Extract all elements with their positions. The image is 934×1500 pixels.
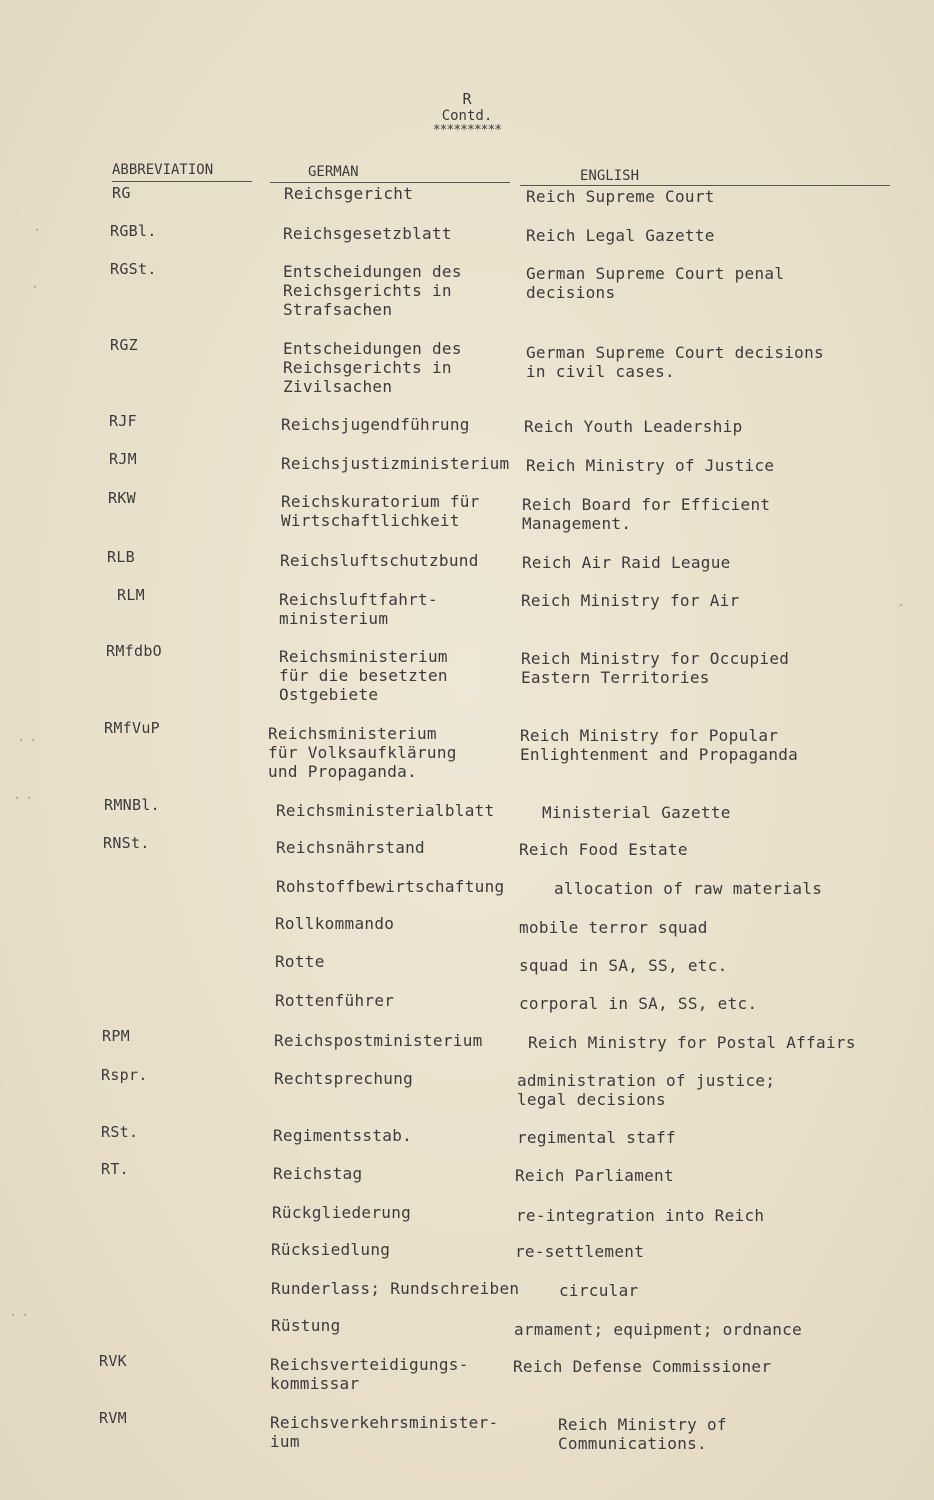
entry-german: Reichskuratorium für Wirtschaftlichkeit	[281, 492, 480, 530]
entry-english: Reich Parliament	[515, 1166, 674, 1185]
margin-speck: ·	[34, 225, 41, 236]
entry-german: Reichsjustizministerium	[281, 454, 510, 473]
entry-english: Reich Ministry for Air	[521, 591, 740, 610]
entry-english: allocation of raw materials	[554, 879, 823, 898]
entry-english: Reich Youth Leadership	[524, 417, 743, 436]
entry-abbreviation: RGSt.	[110, 260, 157, 278]
entry-english: Reich Board for Efficient Management.	[522, 495, 771, 533]
entry-german: Entscheidungen des Reichsgerichts in Strafsachen	[283, 262, 462, 319]
entry-english: Reich Ministry of Justice	[526, 456, 775, 475]
entry-abbreviation: RVK	[99, 1352, 127, 1370]
entry-german: Reichsverteidigungs- kommissar	[270, 1355, 469, 1393]
entry-abbreviation: RGZ	[110, 336, 138, 354]
entry-german: Rechtsprechung	[274, 1069, 414, 1088]
column-header-abbreviation: ABBREVIATION	[112, 162, 214, 178]
margin-speck: ·	[32, 282, 39, 293]
entry-english: German Supreme Court penal decisions	[526, 264, 785, 302]
entry-german: Reichsministerium für Volksaufklärung und Propaganda.	[268, 724, 457, 781]
header-underline-german	[270, 182, 510, 183]
entry-german: Reichsgesetzblatt	[283, 224, 452, 243]
entry-abbreviation: RLB	[107, 548, 135, 566]
entry-english: re-integration into Reich	[516, 1206, 765, 1225]
margin-speck: · ·	[10, 1310, 29, 1321]
entry-english: circular	[559, 1281, 639, 1300]
entry-german: Rückgliederung	[272, 1203, 412, 1222]
margin-speck: -	[898, 600, 905, 611]
entry-english: Reich Food Estate	[519, 840, 688, 859]
header-underline-english	[520, 185, 890, 186]
entry-abbreviation: RJM	[109, 450, 137, 468]
entry-abbreviation: RGBl.	[110, 222, 157, 240]
entry-german: Reichsnährstand	[276, 838, 425, 857]
star-divider: **********	[432, 123, 502, 138]
column-header-german: GERMAN	[308, 164, 359, 180]
entry-german: Reichsjugendführung	[281, 415, 470, 434]
margin-speck: · ·	[14, 793, 33, 804]
entry-english: Reich Ministry for Popular Enlightenment and Propaganda	[520, 726, 799, 764]
entry-abbreviation: RKW	[108, 489, 136, 507]
entry-abbreviation: RMfVuP	[104, 719, 160, 737]
entry-abbreviation: RT.	[101, 1160, 129, 1178]
entry-english: re-settlement	[515, 1242, 645, 1261]
entry-german: Reichsministerium für die besetzten Ostgebiete	[279, 647, 448, 704]
section-letter: R	[462, 90, 472, 108]
entry-german: Reichsministerialblatt	[276, 801, 495, 820]
entry-german: Rollkommando	[275, 914, 395, 933]
entry-english: regimental staff	[517, 1128, 676, 1147]
entry-abbreviation: RLM	[117, 586, 145, 604]
entry-english: Reich Defense Commissioner	[513, 1357, 772, 1376]
entry-abbreviation: RNSt.	[103, 834, 150, 852]
entry-english: Reich Supreme Court	[526, 187, 715, 206]
entry-german: Rotte	[275, 952, 325, 971]
entry-german: Reichsgericht	[284, 184, 414, 203]
entry-german: Entscheidungen des Reichsgerichts in Zivilsachen	[283, 339, 462, 396]
entry-german: Reichsluftfahrt- ministerium	[279, 590, 438, 628]
entry-english: Ministerial Gazette	[542, 803, 731, 822]
entry-english: armament; equipment; ordnance	[514, 1320, 803, 1339]
entry-german: Reichspostministerium	[274, 1031, 483, 1050]
entry-german: Reichsverkehrsminister- ium	[270, 1413, 499, 1451]
entry-german: Regimentsstab.	[273, 1126, 413, 1145]
entry-english: Reich Air Raid League	[522, 553, 731, 572]
entry-german: Rottenführer	[275, 991, 395, 1010]
entry-english: corporal in SA, SS, etc.	[519, 994, 758, 1013]
entry-english: administration of justice; legal decisions	[517, 1071, 776, 1109]
entry-abbreviation: RVM	[99, 1409, 127, 1427]
entry-english: Reich Legal Gazette	[526, 226, 715, 245]
entry-abbreviation: RMNBl.	[104, 796, 160, 814]
entry-german: Reichstag	[273, 1164, 363, 1183]
entry-english: mobile terror squad	[519, 918, 708, 937]
entry-abbreviation: RPM	[102, 1027, 130, 1045]
column-header-english: ENGLISH	[580, 168, 640, 184]
entry-english: squad in SA, SS, etc.	[519, 956, 728, 975]
entry-german: Reichsluftschutzbund	[280, 551, 479, 570]
margin-speck: · ·	[18, 735, 37, 746]
entry-english: Reich Ministry for Occupied Eastern Territories	[521, 649, 790, 687]
entry-german: Rüstung	[271, 1316, 341, 1335]
entry-english: Reich Ministry of Communications.	[558, 1415, 727, 1453]
entry-abbreviation: RG	[112, 184, 131, 202]
entry-english: German Supreme Court decisions in civil cases.	[526, 343, 824, 381]
entry-german: Rücksiedlung	[271, 1240, 391, 1259]
continued-label: Contd.	[441, 108, 493, 124]
entry-german: Rohstoffbewirtschaftung	[276, 877, 505, 896]
header-underline-abbreviation	[112, 181, 252, 182]
entry-abbreviation: RSt.	[101, 1123, 139, 1141]
entry-abbreviation: Rspr.	[101, 1066, 148, 1084]
entry-abbreviation: RMfdbO	[106, 642, 162, 660]
entry-german: Runderlass; Rundschreiben	[271, 1279, 520, 1298]
entry-abbreviation: RJF	[109, 412, 137, 430]
entry-english: Reich Ministry for Postal Affairs	[528, 1033, 856, 1052]
